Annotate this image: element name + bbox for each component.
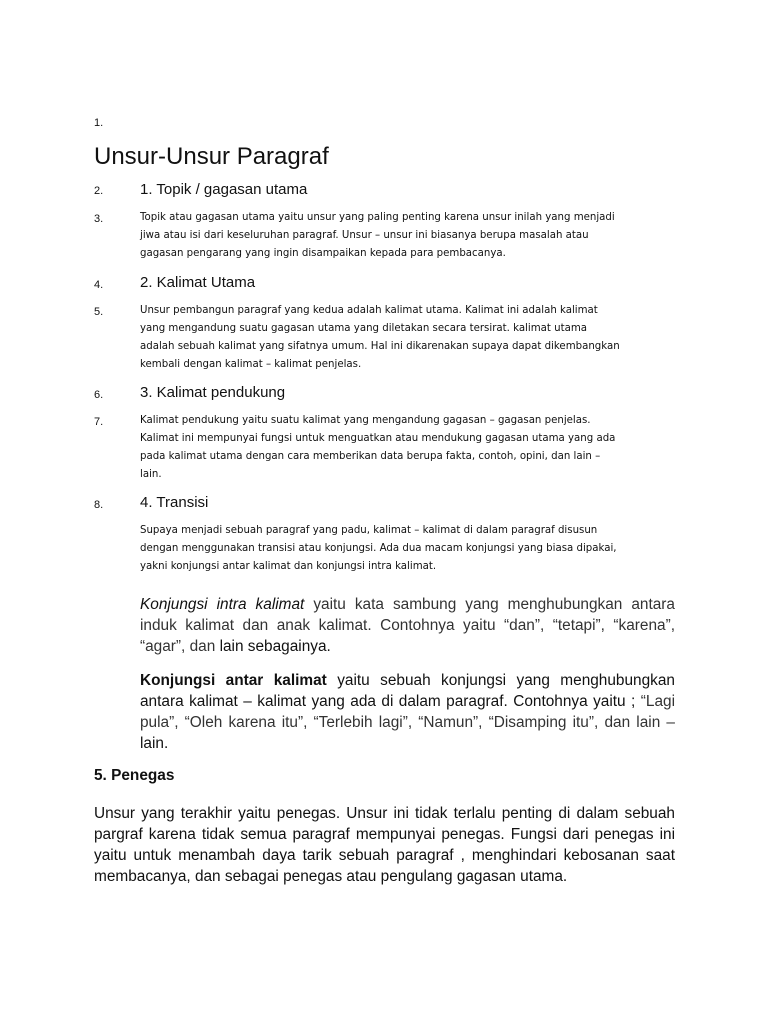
penegas-paragraph: Unsur yang terakhir yaitu penegas. Unsur ini tidak terlalu penting di dalam sebuah pargraf karena tidak semua paragraf mempunyai penegas. Fungsi dari penegas ini yaitu untuk menambah daya tarik sebuah paragraf , menghindari kebosanan saat membacanya, dan sebagai penegas atau pengulang gagasan utama. bbox=[94, 805, 675, 885]
section-paragraph bbox=[140, 522, 675, 576]
section-heading: 1. Topik / gagasan utama bbox=[140, 181, 308, 198]
section-heading: 3. Kalimat pendukung bbox=[140, 384, 286, 401]
paragraph-line: lain. bbox=[140, 469, 162, 480]
paragraph-line: pada kalimat utama dengan cara memberikan data berupa fakta, contoh, opini, dan lain – bbox=[140, 451, 601, 462]
paragraph-line: jiwa atau isi dari keseluruhan paragraf. Unsur – unsur ini biasanya berupa masalah atau bbox=[140, 230, 589, 241]
intra-term: Konjungsi intra kalimat bbox=[140, 596, 305, 613]
intra-text-end: lain sebagainya. bbox=[219, 638, 331, 655]
antar-conjunction-paragraph bbox=[140, 670, 675, 754]
antar-text: yaitu sebuah konjungsi yang menghubungkan antara kalimat – kalimat yang ada di dalam paragraf. Contohnya yaitu ; bbox=[140, 672, 675, 710]
antar-term: Konjungsi antar kalimat bbox=[140, 672, 327, 689]
list-number: 2. bbox=[94, 185, 104, 197]
section-paragraph bbox=[140, 209, 675, 263]
list-number: 4. bbox=[94, 279, 104, 291]
intra-text: yaitu kata sambung yang menghubungkan antara induk kalimat dan anak kalimat. Contohnya yaitu “dan”, “tetapi”, “karena”, “agar”, dan bbox=[140, 596, 675, 655]
paragraph-line: Topik atau gagasan utama yaitu unsur yang paling penting karena unsur inilah yang menjadi bbox=[140, 212, 615, 223]
paragraph-line: kembali dengan kalimat – kalimat penjelas. bbox=[140, 359, 362, 370]
list-number: 6. bbox=[94, 389, 104, 401]
section-heading: 2. Kalimat Utama bbox=[140, 274, 256, 291]
list-number: 5. bbox=[94, 306, 104, 318]
penegas-heading: 5. Penegas bbox=[94, 767, 175, 784]
paragraph-line: Kalimat pendukung yaitu suatu kalimat yang mengandung gagasan – gagasan penjelas. bbox=[140, 415, 591, 426]
section-paragraph bbox=[140, 302, 675, 374]
list-number: 3. bbox=[94, 213, 104, 225]
list-number: 8. bbox=[94, 499, 104, 511]
paragraph-line: adalah sebuah kalimat yang sifatnya umum. Hal ini dikarenakan supaya dapat dikembangkan bbox=[140, 341, 620, 352]
list-number: 7. bbox=[94, 416, 104, 428]
antar-text-end: lain. bbox=[140, 735, 169, 752]
paragraph-line: yang mengandung suatu gagasan utama yang diletakan secara tersirat. kalimat utama bbox=[140, 323, 587, 334]
section-paragraph bbox=[140, 412, 675, 484]
paragraph-line: Kalimat ini mempunyai fungsi untuk menguatkan atau mendukung gagasan utama yang ada bbox=[140, 433, 616, 444]
paragraph-line: Unsur pembangun paragraf yang kedua adalah kalimat utama. Kalimat ini adalah kalimat bbox=[140, 305, 598, 316]
paragraph-line: Supaya menjadi sebuah paragraf yang padu, kalimat – kalimat di dalam paragraf disusun bbox=[140, 525, 598, 536]
paragraph-line: yakni konjungsi antar kalimat dan konjungsi intra kalimat. bbox=[140, 561, 437, 572]
paragraph-line: gagasan pengarang yang ingin disampaikan kepada para pembacanya. bbox=[140, 248, 506, 259]
intra-conjunction-paragraph bbox=[140, 594, 675, 657]
section-heading: 4. Transisi bbox=[140, 494, 209, 511]
antar-examples: “Lagi pula”, “Oleh karena itu”, “Terlebih lagi”, “Namun”, “Disamping itu”, dan lain – bbox=[140, 693, 675, 731]
page-title: Unsur-Unsur Paragraf bbox=[94, 143, 329, 170]
paragraph-line: dengan menggunakan transisi atau konjungsi. Ada dua macam konjungsi yang biasa dipakai, bbox=[140, 543, 617, 554]
list-number: 1. bbox=[94, 117, 104, 129]
